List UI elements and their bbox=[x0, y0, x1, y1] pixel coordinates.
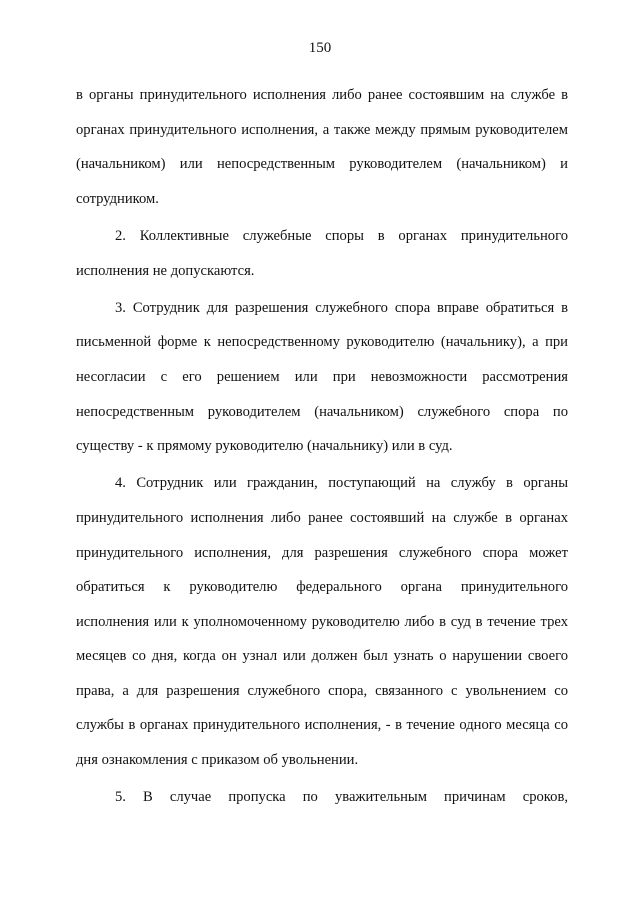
paragraph-3: 3. Сотрудник для разрешения служебного спора вправе обратиться в письменной форме к непосредственному руководителю (начальнику), а при несогласии с его решением или при невозможности рассмотрения непосредственным руководителем (начальником) служебного спора по существу - к прямому руководителю (начальнику) или в суд. bbox=[76, 299, 568, 455]
paragraph-continuation: в органы принудительного исполнения либо ранее состоявшим на службе в органах принудительного исполнения, а также между прямым руководителем (начальником) или непосредственным руководителем (начальником) и сотрудником. bbox=[76, 87, 568, 207]
paragraph-2: 2. Коллективные служебные споры в органах принудительного исполнения не допускаются. bbox=[76, 227, 568, 279]
page-number: 150 bbox=[308, 40, 332, 56]
document-body bbox=[76, 78, 568, 817]
paragraph-4: 4. Сотрудник или гражданин, поступающий на службу в органы принудительного исполнения либо ранее состоявший на службе в органах принудительного исполнения, для разрешения служебного спора может обратиться к руководителю федерального органа принудительного исполнения или к уполномоченному руководителю либо в суд в течение трех месяцев со дня, когда он узнал или должен был узнать о нарушении своего права, а для разрешения служебного спора, связанного с увольнением со службы в органах принудительного исполнения, - в течение одного месяца со дня ознакомления с приказом об увольнении. bbox=[76, 475, 568, 769]
paragraph-5: 5. В случае пропуска по уважительным причинам сроков, bbox=[115, 789, 568, 806]
